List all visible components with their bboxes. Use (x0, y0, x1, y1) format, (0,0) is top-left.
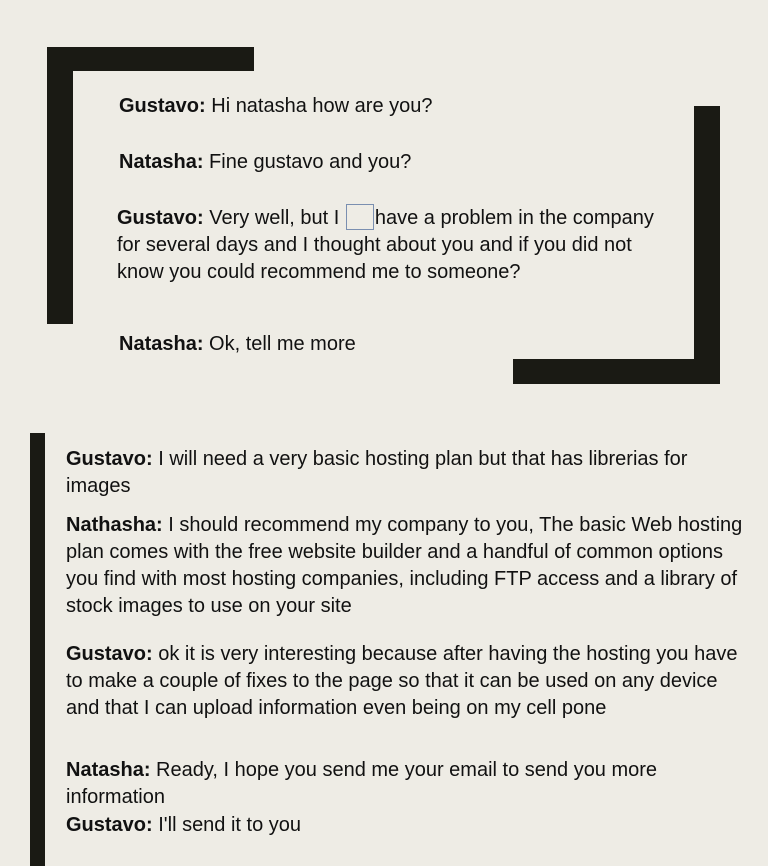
text-selection-handle[interactable] (346, 204, 374, 230)
dialogue-line (66, 446, 756, 500)
top-left-bracket-vertical (47, 47, 73, 324)
bottom-right-bracket-horizontal (513, 359, 720, 384)
speaker-name: Natasha: (66, 759, 151, 781)
message-text: I'll send it to you (152, 814, 302, 836)
dialogue-line (66, 512, 756, 620)
message-text: Very well, but I (203, 207, 345, 229)
bottom-right-bracket-vertical (694, 106, 720, 384)
message-text: ok it is very interesting because after having the hosting you have to make a couple of fixes to the page so that it can be used on any device and that I can upload information even being on my cell pone (66, 643, 738, 719)
speaker-name: Gustavo: (66, 814, 153, 836)
speaker-name: Natasha: (119, 333, 204, 355)
dialogue-line (66, 812, 756, 839)
message-text: have a problem in the company for several days and I thought about you and if you did not know you could recommend me to someone? (117, 207, 654, 283)
speaker-name: Nathasha: (66, 514, 163, 536)
speaker-name: Gustavo: (66, 448, 153, 470)
speaker-name: Gustavo: (117, 207, 204, 229)
dialogue-line (119, 149, 411, 176)
message-text: Ready, I hope you send me your email to send you more information (66, 759, 658, 808)
dialogue-line (119, 331, 356, 358)
dialogue-line (66, 757, 756, 811)
left-accent-bar (30, 433, 45, 866)
message-text: Ok, tell me more (203, 333, 356, 355)
message-text: Fine gustavo and you? (203, 151, 412, 173)
dialogue-line (117, 204, 677, 286)
message-text: I should recommend my company to you, The basic Web hosting plan comes with the free website builder and a handful of common options you find with most hosting companies, including FTP access and a library of stock images to use on your site (66, 514, 743, 617)
dialogue-line (119, 93, 433, 120)
speaker-name: Gustavo: (66, 643, 153, 665)
speaker-name: Gustavo: (119, 95, 206, 117)
top-left-bracket-horizontal (47, 47, 254, 71)
speaker-name: Natasha: (119, 151, 204, 173)
message-text: I will need a very basic hosting plan but that has librerias for images (66, 448, 688, 497)
dialogue-line (66, 641, 756, 722)
message-text: Hi natasha how are you? (205, 95, 433, 117)
